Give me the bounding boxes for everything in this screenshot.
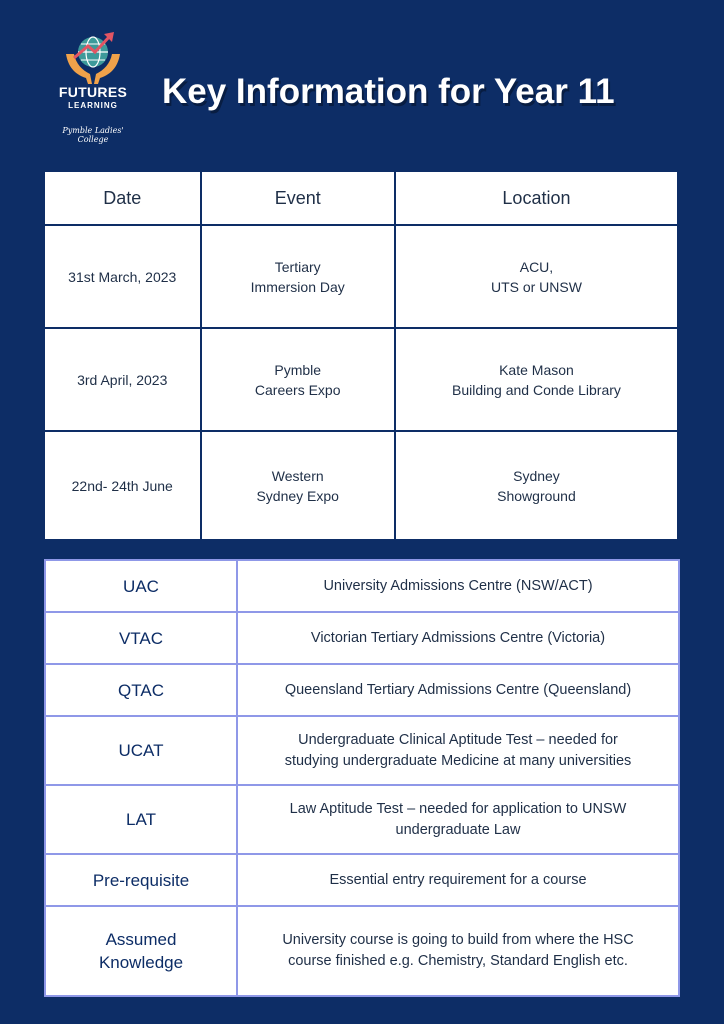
page-title: Key Information for Year 11 [162, 72, 615, 111]
term-definition: Essential entry requirement for a course [237, 854, 679, 906]
brand-name: FUTURES [58, 84, 128, 100]
table-row [45, 560, 679, 612]
term-definition: Victorian Tertiary Admissions Centre (Victoria) [237, 612, 679, 664]
column-header-location: Location [395, 171, 678, 225]
term-name: QTAC [45, 664, 237, 716]
term-definition: Undergraduate Clinical Aptitude Test – needed for studying undergraduate Medicine at many universities [237, 716, 679, 785]
event-date: 22nd- 24th June [44, 431, 201, 540]
column-header-event: Event [201, 171, 395, 225]
table-row [44, 328, 678, 431]
event-date: 3rd April, 2023 [44, 328, 201, 431]
table-row [45, 854, 679, 906]
term-definition: University course is going to build from where the HSC course finished e.g. Chemistry, Standard English etc. [237, 906, 679, 996]
terms-table [44, 559, 680, 997]
globe-hands-icon [62, 28, 124, 86]
table-row [45, 664, 679, 716]
brand-subtitle: LEARNING [68, 101, 118, 110]
term-name: UCAT [45, 716, 237, 785]
term-name: Pre-requisite [45, 854, 237, 906]
table-row [45, 785, 679, 854]
term-name: LAT [45, 785, 237, 854]
event-name: Tertiary Immersion Day [201, 225, 395, 328]
table-row [45, 906, 679, 996]
term-name: VTAC [45, 612, 237, 664]
event-location: ACU, UTS or UNSW [395, 225, 678, 328]
term-definition: University Admissions Centre (NSW/ACT) [237, 560, 679, 612]
term-definition: Law Aptitude Test – needed for application to UNSW undergraduate Law [237, 785, 679, 854]
table-row [45, 612, 679, 664]
school-name: Pymble Ladies' College [62, 126, 124, 144]
term-name: Assumed Knowledge [45, 906, 237, 996]
event-location: Kate Mason Building and Conde Library [395, 328, 678, 431]
table-row [44, 431, 678, 540]
table-row [45, 716, 679, 785]
events-table [43, 170, 679, 541]
term-definition: Queensland Tertiary Admissions Centre (Queensland) [237, 664, 679, 716]
table-row [44, 225, 678, 328]
event-name: Pymble Careers Expo [201, 328, 395, 431]
term-name: UAC [45, 560, 237, 612]
event-date: 31st March, 2023 [44, 225, 201, 328]
events-header-row [44, 171, 678, 225]
column-header-date: Date [44, 171, 201, 225]
event-name: Western Sydney Expo [201, 431, 395, 540]
event-location: Sydney Showground [395, 431, 678, 540]
futures-learning-logo [52, 28, 134, 144]
